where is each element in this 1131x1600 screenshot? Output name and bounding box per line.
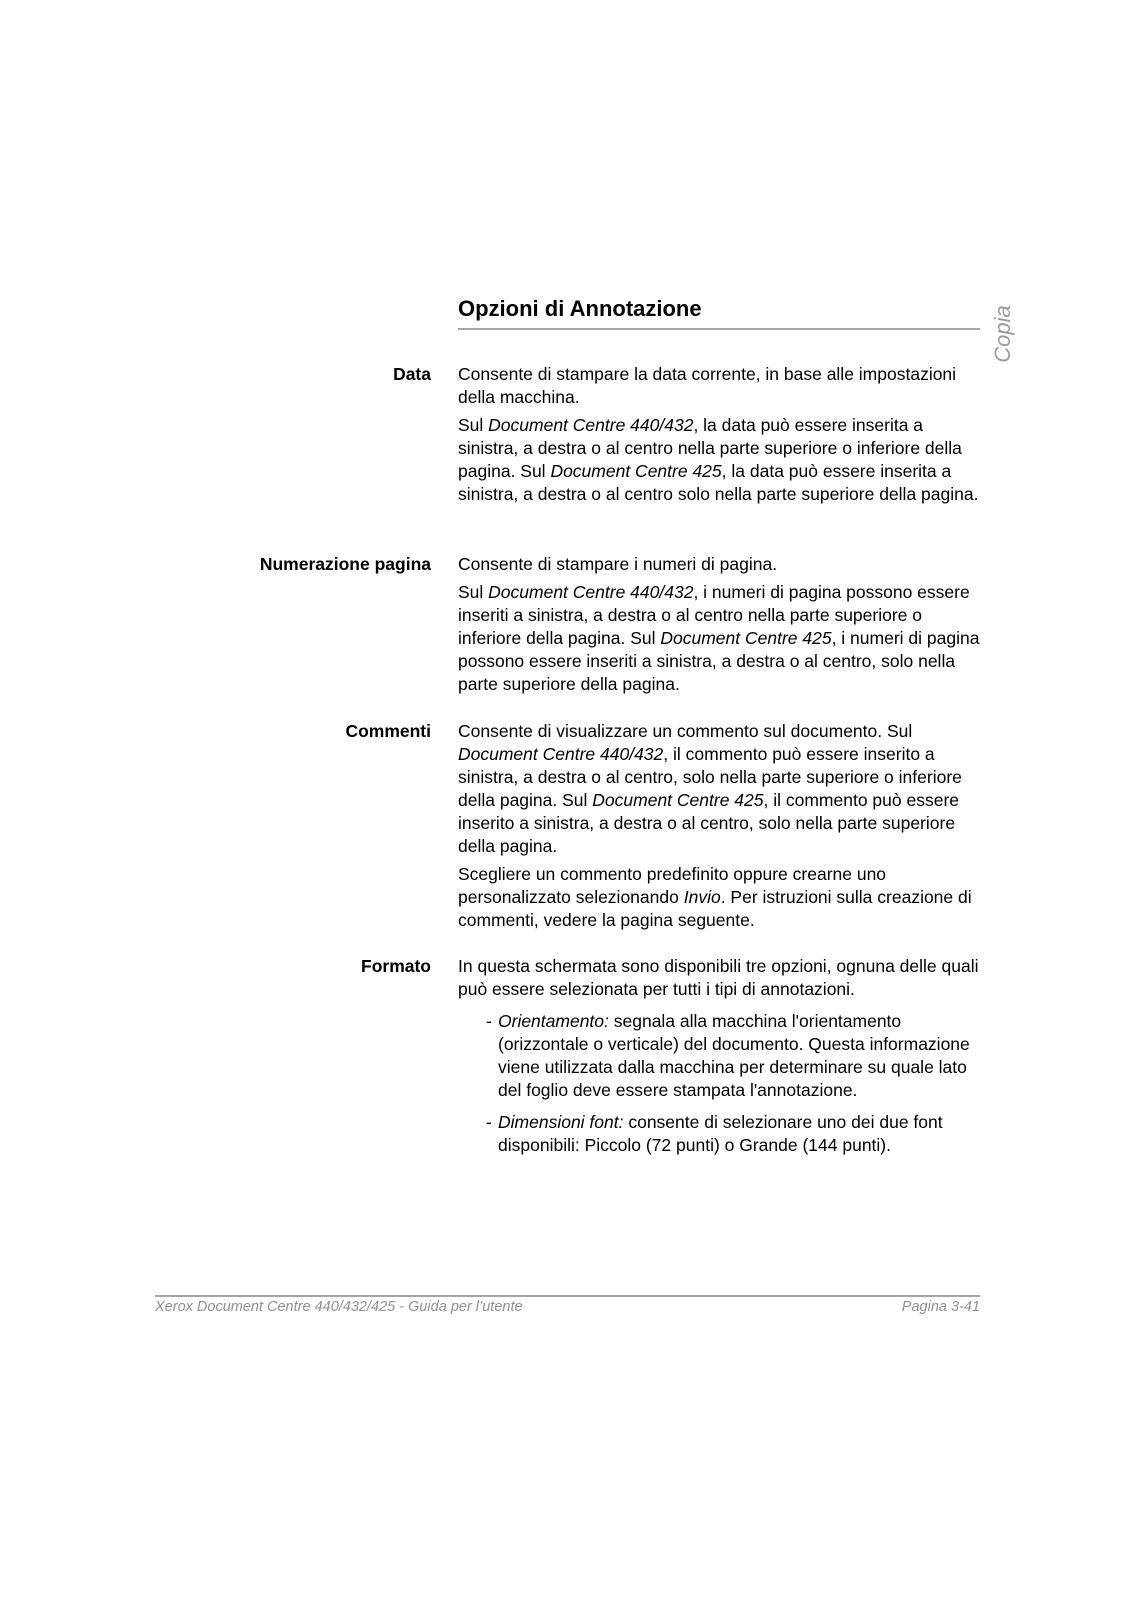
term-commenti: Commenti — [345, 721, 431, 741]
option-text: segnala alla macchina l'orientamento (orizzontale o verticale) del documento. Questa informazione viene utilizzata dalla macchina per determinare su quale lato del foglio deve essere stampata l'annotazione. — [498, 1011, 970, 1100]
product-name: Document Centre 425 — [592, 790, 764, 810]
text-run: Scegliere un commento predefinito oppure crearne uno personalizzato selezionando — [458, 864, 887, 907]
bullet-dash: - — [486, 1011, 492, 1031]
text-run: Sul — [458, 415, 489, 435]
desc-numerazione-paragraph-1: Consente di stampare i numeri di pagina. — [458, 554, 778, 574]
list-item — [458, 1010, 980, 1102]
product-name: Document Centre 425 — [550, 461, 722, 481]
chapter-side-tab-label: Copia — [990, 305, 1015, 363]
page-title: Opzioni di Annotazione — [458, 296, 702, 321]
text-run: Consente di visualizzare un commento sul documento. Sul — [458, 721, 913, 741]
desc-commenti-paragraph-2 — [458, 863, 980, 932]
desc-data-paragraph-1: Consente di stampare la data corrente, in base alle impostazioni della macchina. — [458, 364, 957, 407]
option-text: consente di selezionare uno dei due font disponibili: Piccolo (72 punti) o Grande (144 punti). — [498, 1112, 943, 1155]
term-data: Data — [393, 364, 431, 384]
product-name: Document Centre 440/432 — [488, 415, 694, 435]
term-numerazione-pagina: Numerazione pagina — [259, 554, 431, 574]
desc-data — [458, 363, 980, 511]
desc-numerazione-paragraph-2 — [458, 581, 980, 696]
footer-page-number: Pagina 3-41 — [901, 1299, 980, 1315]
text-run: , il commento può essere inserito a sinistra, a destra o al centro, solo nella parte superiore o inferiore della pagina. Sul — [458, 744, 962, 810]
text-run: . Per istruzioni sulla creazione di commenti, vedere la pagina seguente. — [458, 887, 972, 930]
desc-formato — [458, 955, 980, 1166]
product-name: Document Centre 440/432 — [488, 582, 694, 602]
desc-formato-paragraph-1: In questa schermata sono disponibili tre opzioni, ognuna delle quali può essere selezionata per tutti i tipi di annotazioni. — [458, 956, 979, 999]
title-divider — [458, 328, 980, 330]
term-formato: Formato — [361, 956, 431, 976]
text-run: Sul — [458, 582, 489, 602]
formato-options-list — [458, 1010, 980, 1157]
text-run: , la data può essere inserita a sinistra, a destra o al centro nella parte superiore o inferiore della pagina. Sul — [458, 415, 962, 481]
product-name: Document Centre 440/432 — [458, 744, 664, 764]
option-label: Orientamento: — [498, 1011, 609, 1031]
desc-data-paragraph-2 — [458, 414, 980, 506]
text-run: , la data può essere inserita a sinistra, a destra o al centro solo nella parte superiore della pagina. — [458, 461, 979, 504]
product-name: Document Centre 425 — [660, 628, 832, 648]
text-run: , il commento può essere inserito a sinistra, a destra o al centro, solo nella parte superiore della pagina. — [458, 790, 960, 856]
option-label: Dimensioni font: — [498, 1112, 624, 1132]
desc-numerazione-pagina — [458, 553, 980, 701]
text-run: , i numeri di pagina possono essere inseriti a sinistra, a destra o al centro, solo nella parte superiore della pagina. — [458, 628, 980, 694]
list-item — [458, 1111, 980, 1157]
footer-divider — [155, 1295, 980, 1297]
ui-term: Invio — [683, 887, 721, 907]
footer-document-title: Xerox Document Centre 440/432/425 - Guida per l’utente — [155, 1299, 523, 1315]
desc-commenti-paragraph-1 — [458, 720, 980, 858]
chapter-side-tab — [988, 305, 1018, 363]
desc-commenti — [458, 720, 980, 937]
text-run: , i numeri di pagina possono essere inseriti a sinistra, a destra o al centro nella parte superiore o inferiore della pagina. Sul — [458, 582, 970, 648]
bullet-dash: - — [486, 1112, 492, 1132]
